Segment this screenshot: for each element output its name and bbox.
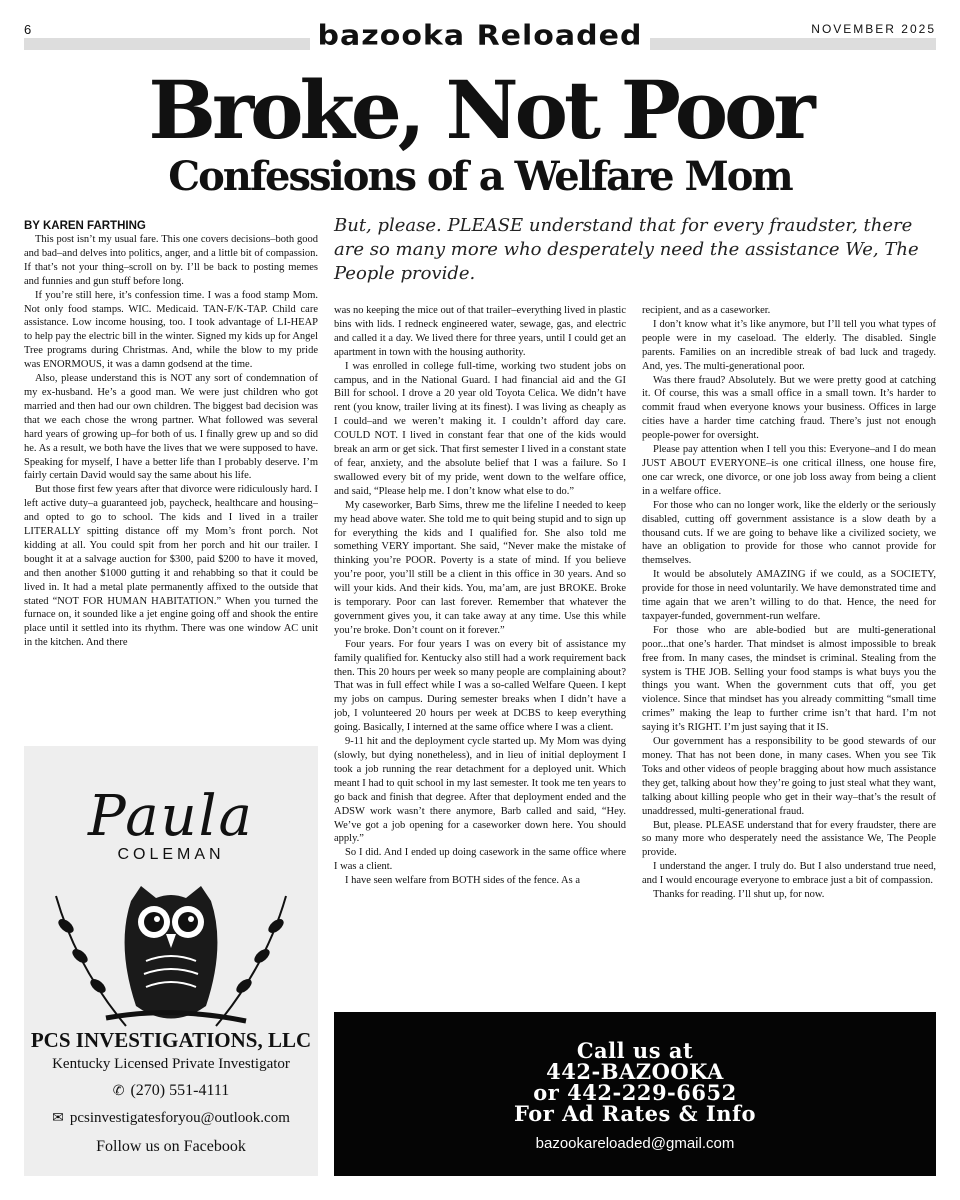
paragraph: 9-11 hit and the deployment cycle started up. My Mom was dying (slowly, but dying nonetheless), and in lieu of initial deployment I took a job running the rear detachment for a deployed unit. Which meant I had to quit school in my last semester. It took me ten years to go back and finish that degree. After that deployment ended and the ADSW work wasn’t there anymore, Barb called and said, “Hey. We’ve got a job opening for a caseworker down here. You should apply.” bbox=[334, 736, 626, 845]
paragraph: Also, please understand this is NOT any sort of condemnation of my ex-husband. He’s a good man. We were just children who got married and then had our own children. The biggest bad decision was that we each chose the wrong partner. What followed was several hard years of growing up–for both of us. I finally grew up and so did he. As a result, we both have the lives that we were supposed to have. Speaking for myself, I have a better life than I probably deserve. I’m fairly certain David would say the same about his life. bbox=[24, 373, 318, 482]
paragraph: I was enrolled in college full-time, working two student jobs on campus, and in the National Guard. I had financial aid and the GI Bill for school. I drove a 20 year old Toyota Celica. We didn’t have rent (you know, trailer living at its finest). I was living as cheaply as I could–and we weren’t making it. I couldn’t afford day care. COULD NOT. I lived in constant fear that one of the kids would break an arm or get sick. That first semester I lived in a constant state of fear, anxiety, and the absolute belief that I was a failure. So I swallowed every bit of my pride, went down to the welfare office, and said, “Please help me. I don’t know what else to do.” bbox=[334, 360, 626, 497]
issue-date: NOVEMBER 2025 bbox=[811, 22, 936, 36]
page-number: 6 bbox=[24, 22, 33, 37]
ad-email[interactable] bbox=[24, 1110, 318, 1127]
ad-phone[interactable] bbox=[24, 1082, 318, 1100]
ad-rates-line: For Ad Rates & Info bbox=[513, 1101, 757, 1126]
ad-rates-line: 442-BAZOOKA bbox=[546, 1059, 724, 1084]
ad-rates-text bbox=[334, 1040, 936, 1124]
paragraph: If you’re still here, it’s confession time. I was a food stamp Mom. Not only food stamps. WIC. Medicaid. TAN-F/K-TAP. Child care assistance. Low income housing, too. I took advantage of LI-HEAP to help pay the electric bill in the winter. Signed my kids up for Angel Tree programs during Christmas. And, while the blow to my pride was ENORMOUS, it was a damn godsend at the time. bbox=[24, 289, 318, 371]
paragraph: Our government has a responsibility to be good stewards of our money. That has not been done, in many cases. When you see Tik Toks and other videos of people bragging about how much assistance they get, talking about how they’re going to just steal what they want, talking about killing people who get in their way–that’s the result of unaddressed, multi-generational fraud. bbox=[642, 736, 936, 817]
ad-rates-line: Call us at bbox=[576, 1038, 694, 1063]
ad-script-name: Paula bbox=[88, 784, 254, 849]
paragraph: I have seen welfare from BOTH sides of the fence. As a bbox=[345, 875, 580, 887]
paragraph: But those first few years after that divorce were ridiculously hard. I left active duty–a guaranteed job, paycheck, healthcare and housing–and opted to go to school. The kids and I lived in a trailer LITERALLY spitting distance off my Mom’s front porch. Not kidding at all. You could spit from her porch and hit our trailer. I bought it at a salvage auction for $300, paid $200 to have it moved, and then another $1000 gutting it and rehabbing so that it could be lived in. It had a metal plate permanently affixed to the outside that stated “NOT FOR HUMAN HABITATION.” When you turned the furnace on, it sounded like a jet engine going off and shook the entire place until it settled into its rhythm. There was one window AC unit in the kitchen. And there bbox=[24, 484, 318, 649]
envelope-icon: ✉ bbox=[52, 1111, 64, 1126]
article-column-3 bbox=[642, 304, 936, 996]
headline: Broke, Not Poor bbox=[148, 63, 812, 157]
paragraph: For those who can no longer work, like the elderly or the seriously disabled, cutting off government assistance is a slow death by a thousand cuts. If we are going to behave like a civilized society, we have an obligation to provide for those who cannot provide for themselves. bbox=[642, 499, 936, 567]
paragraph: Was there fraud? Absolutely. But we were pretty good at catching it. Of course, this was a small office in a small town. It’s harder to commit fraud when everyone knows your business. Offices in large cities have a harder time catching fraud. There’s just not enough people-power for oversight. bbox=[642, 374, 936, 442]
paragraph: recipient, and as a caseworker. bbox=[642, 305, 771, 316]
paragraph: Thanks for reading. I’ll shut up, for now. bbox=[653, 889, 825, 901]
paragraph: was no keeping the mice out of that trailer–everything lived in plastic bins with lids. I redneck engineered water, sewage, gas, and electric and called it a day. We lived there for three years, until I could get an apartment in town with the housing authority. bbox=[334, 305, 626, 358]
investigator-ad[interactable] bbox=[24, 746, 318, 1176]
subheadline: Confessions of a Welfare Mom bbox=[168, 153, 792, 200]
pull-quote: But, please. PLEASE understand that for every fraudster, there are so many more who desperately need the assistance We, The People provide. bbox=[334, 215, 919, 284]
ad-email-address: pcsinvestigatesforyou@outlook.com bbox=[69, 1110, 290, 1126]
paragraph: This post isn’t my usual fare. This one covers decisions–both good and bad–and delves into politics, anger, and a little bit of compassion. If that’s not your thing–scroll on by. I’ll be back to posting memes and funnies and gun stuff before long. bbox=[24, 234, 318, 287]
paragraph: So I did. And I ended up doing casework in the same office where I was a client. bbox=[334, 847, 626, 873]
paragraph: It would be absolutely AMAZING if we could, as a SOCIETY, provide for those in need voluntarily. We have demonstrated time and time again that we aren’t willing to do that. Hence, the need for taxpayer-funded, government-run welfare. bbox=[642, 569, 936, 622]
paragraph: I understand the anger. I truly do. But I also understand true need, and I would encourage everyone to embrace just a bit of compassion. bbox=[642, 861, 936, 887]
ad-rates-banner[interactable] bbox=[334, 1012, 936, 1176]
paragraph: Four years. For four years I was on every bit of assistance my family qualified for. Kentucky also still had a work requirement back then. This 20 hours per week so many people are complaining about? That was in full effect while I was a so-called Welfare Queen. I kept my jobs on campus. During semester breaks when I didn’t have a job, I volunteered 20 hours per week at DCBS to keep everything going. Basically, I interned at the same office where I was a client. bbox=[334, 638, 626, 734]
paragraph: My caseworker, Barb Sims, threw me the lifeline I needed to keep my head above water. She told me to quit being stupid and to sign up for everything the kids and I qualified for. She also told me something VERY important. She said, “Never make the mistake of thinking you’re POOR. Poverty is a state of mind. If you believe you’re poor, you’ll still be a client in this office in 30 years. And so will your kids. And their kids. You, ma’am, are just BROKE. Broke is temporary. Poor can last forever. Remember that whatever the government gives you, it can take away at any time. Use this while you’re broke. Don’t count on it forever.” bbox=[334, 499, 626, 636]
ad-phone-number: (270) 551-4111 bbox=[130, 1082, 230, 1099]
paragraph: I don’t know what it’s like anymore, but I’ll tell you what types of people were in my caseload. The elderly. The disabled. Single parents. Families on an incredible streak of bad luck and tragedy. And, yes. The multi-generational poor. bbox=[642, 318, 936, 372]
article-column-1 bbox=[24, 220, 318, 740]
owl-icon bbox=[46, 856, 296, 1056]
ad-surname: COLEMAN bbox=[117, 846, 225, 863]
ad-company: PCS INVESTIGATIONS, LLC bbox=[30, 1028, 312, 1052]
ad-social[interactable]: Follow us on Facebook bbox=[96, 1138, 246, 1155]
byline: BY KAREN FARTHING bbox=[24, 220, 146, 232]
ad-rates-line: or 442-229-6652 bbox=[533, 1080, 737, 1105]
paragraph: Please pay attention when I tell you this: Everyone–and I do mean JUST ABOUT EVERYONE–is one critical illness, one house fire, one car wreck, one divorce, or one job loss away from being a client in a welfare office. bbox=[642, 444, 936, 497]
paragraph: But, please. PLEASE understand that for every fraudster, there are so many more who desperately need the assistance We, The People provide. bbox=[642, 819, 936, 859]
publication-name: bazooka Reloaded bbox=[310, 19, 651, 52]
paragraph: For those who are able-bodied but are multi-generational poor...that one’s harder. That mindset is almost impossible to break free from. In many cases, the mindset is criminal. Stealing from the system is THE JOB. Selling your food stamps is what buys you the things you want. When the government cuts that off, you get violence. Since that mindset has you already committing “small time crimes” making the leap to further crime isn’t that hard. I’m not saying it’s RIGHT. I’m just saying that it IS. bbox=[642, 624, 936, 734]
ad-rates-email[interactable]: bazookareloaded@gmail.com bbox=[535, 1135, 735, 1152]
ad-license: Kentucky Licensed Private Investigator bbox=[52, 1056, 290, 1072]
article-column-2 bbox=[334, 304, 626, 996]
phone-icon: ✆ bbox=[112, 1084, 125, 1099]
